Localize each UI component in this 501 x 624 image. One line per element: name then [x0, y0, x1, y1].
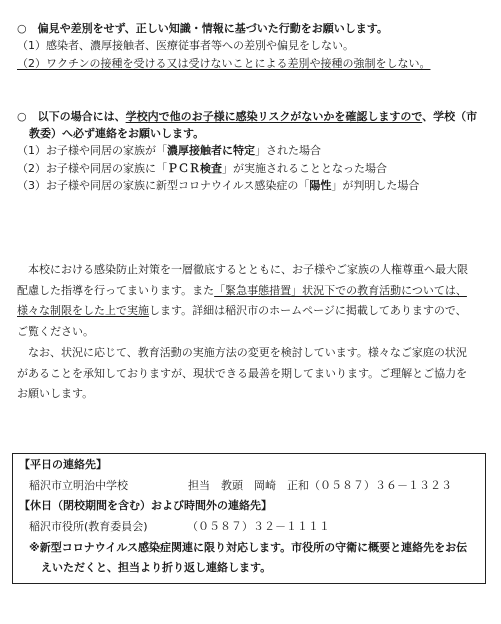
school-contact-person: 担当 教頭 岡崎 正和（０５８７）３６－１３２３ [188, 479, 452, 492]
paragraph2-line1: なお、状況に応じて、教育活動の実施方法の変更を検討しています。様々なご家庭の状況 [17, 346, 467, 359]
section2-item-3-em: 陽性 [309, 179, 332, 192]
section2-item-2-pre: （2）お子様や同居の家族に「 [17, 162, 167, 175]
paragraph1-line2-pre: 配慮した指導を行ってまいります。また [17, 284, 215, 297]
section2-item-1-em: 濃厚接触者に特定 [167, 144, 255, 157]
section2-heading [17, 109, 477, 125]
paragraph1-line2-underlined: 「緊急事態措置」状況下での教育活動については、 [214, 284, 467, 297]
section2-item-3-pre: （3）お子様や同居の家族に新型コロナウイルス感染症の「 [17, 179, 310, 192]
section2-heading-line2: 教委）へ必ず連絡をお願いします。 [29, 127, 205, 140]
section2-item-3-post: 」が判明した場合 [331, 179, 420, 192]
section1-item-2 [17, 56, 430, 72]
paragraph1-line3 [17, 303, 467, 319]
paragraph1-line3-underlined: 様々な制限をした上で実施 [17, 304, 149, 317]
contact-note-line1: ※新型コロナウイルス感染症関連に限り対応します。市役所の守衛に概要と連絡先をお伝 [29, 541, 468, 554]
section2-item-2-post: 」が実施されることとなった場合 [222, 162, 387, 175]
section2-heading-pre: ○ 以下の場合には、 [17, 110, 126, 123]
section2-heading-post: 、学校（市 [422, 110, 478, 123]
paragraph1-line3-post: します。詳細は稲沢市のホームページに掲載してありますので、 [149, 304, 467, 317]
section1-item-1: （1）感染者、濃厚接触者、医療従事者等への差別や偏見をしない。 [17, 39, 354, 52]
section2-heading-underlined: 学校内で他のお子様に感染リスクがないかを確認しますので [125, 110, 423, 123]
section2-item-3 [17, 178, 419, 194]
section2-item-2-em: ＰＣＲ検査 [167, 162, 222, 175]
section2-item-2 [17, 161, 387, 177]
office-phone: （０５８７）３２－１１１１ [187, 520, 330, 533]
school-name: 稲沢市立明治中学校 [29, 479, 128, 492]
paragraph2-line3: お願いします。 [17, 387, 94, 400]
section1-item-2-text: （2）ワクチンの接種を受ける又は受けないことによる差別や接種の強制をしない。 [17, 57, 431, 70]
office-name: 稲沢市役所(教育委員会) [29, 520, 148, 533]
paragraph1-line1: 本校における感染防止対策を一層徹底するとともに、お子様やご家族の人権尊重へ最大限 [17, 263, 468, 276]
section1-heading: ○ 偏見や差別をせず、正しい知識・情報に基づいた行動をお願いします。 [17, 22, 388, 35]
paragraph2-line2: があることを承知しておりますが、現状できる最善を期してまいります。ご理解とご協力を [17, 367, 468, 380]
section2-item-1 [17, 143, 321, 159]
paragraph1-line4: ご覧ください。 [17, 325, 94, 338]
paragraph1-line2 [17, 283, 467, 299]
section2-item-1-pre: （1）お子様や同居の家族が「 [17, 144, 167, 157]
contact-note-line2: えいただくと、担当より折り返し連絡します。 [41, 561, 272, 574]
holiday-heading: 【休日（閉校期間を含む）および時間外の連絡先】 [19, 499, 272, 512]
section2-item-1-post: 」された場合 [255, 144, 321, 157]
weekday-heading: 【平日の連絡先】 [19, 458, 107, 471]
